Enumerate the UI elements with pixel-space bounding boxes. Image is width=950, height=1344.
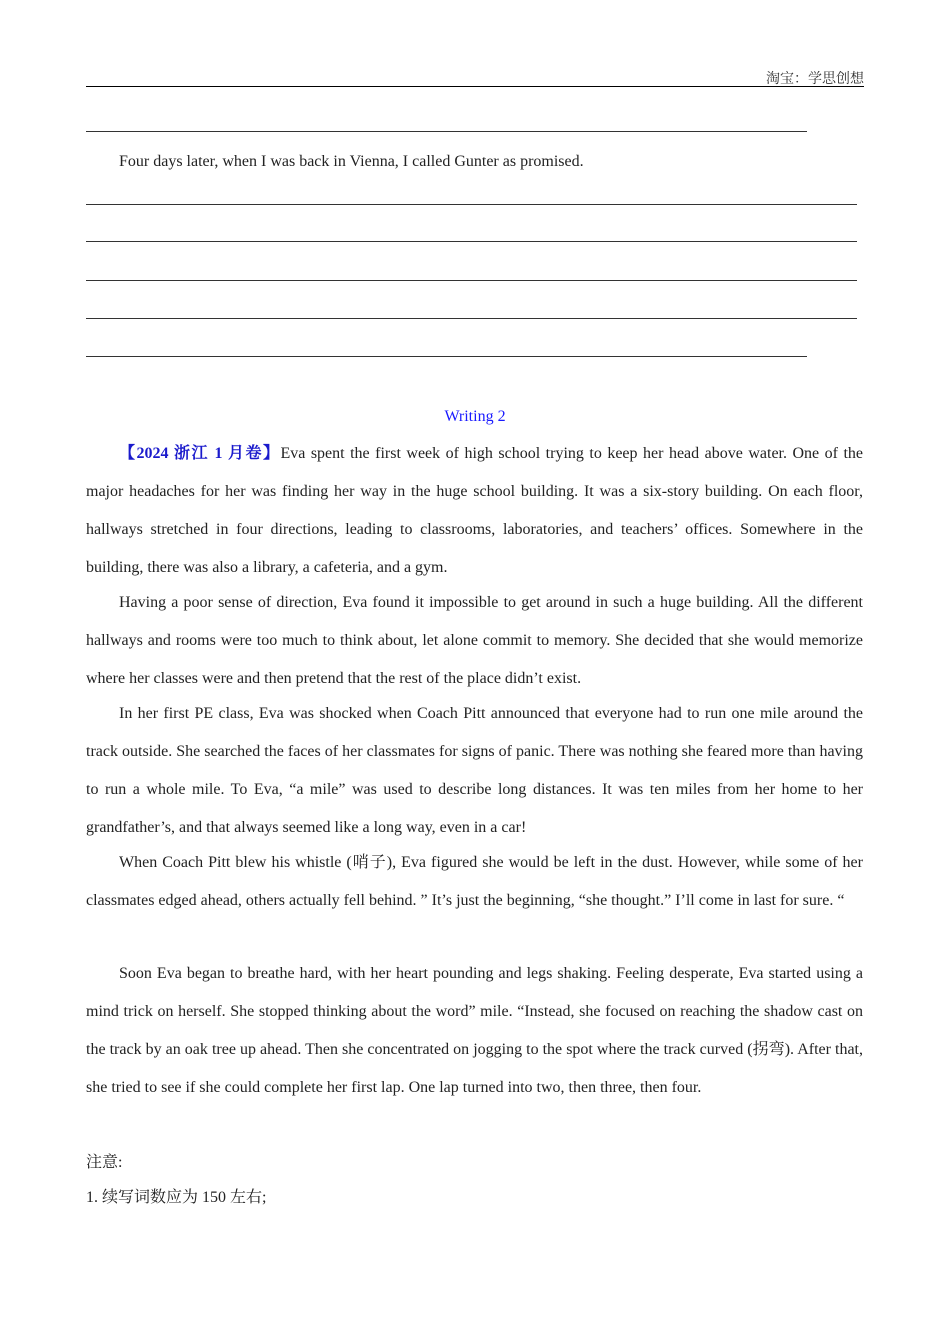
- note-item-1: 1. 续写词数应为 150 左右;: [86, 1189, 267, 1206]
- paragraph-text: Eva spent the first week of high school trying to keep her head above water. One of the major headaches for her was finding her way in the huge school building. It was a six-story building. On each floor, hallways stretched in four directions, leading to classrooms, laboratories, and teachers’ offices. Somewhere in the building, there was also a library, a cafeteria, and a gym.: [86, 445, 863, 576]
- answer-line: [86, 318, 857, 319]
- answer-line: [86, 241, 857, 242]
- answer-line: [86, 131, 807, 132]
- paragraph-5: Soon Eva began to breathe hard, with her heart pounding and legs shaking. Feeling desperate, Eva started using a mind trick on herself. She stopped thinking about the word” mile. “Instead, she focused on reaching the shadow cast on the track by an oak tree up ahead. Then she concentrated on jogging to the spot where the track curved (拐弯). After that, she tried to see if she could complete her first lap. One lap turned into two, then three, then four.: [86, 965, 863, 1096]
- answer-line: [86, 280, 857, 281]
- notes-label: 注意:: [86, 1154, 123, 1171]
- section-title: Writing 2: [444, 408, 506, 425]
- paragraph-2: Having a poor sense of direction, Eva found it impossible to get around in such a huge building. All the different hallways and rooms were too much to think about, let alone commit to memory. She decided that she would memorize where her classes were and then pretend that the rest of the place didn’t exist.: [86, 594, 863, 687]
- answer-line: [86, 356, 807, 357]
- paragraph-1: [86, 435, 863, 587]
- source-tag: 【2024 浙江 1 月卷】: [119, 445, 281, 462]
- continuation-prompt: Four days later, when I was back in Vienna, I called Gunter as promised.: [119, 153, 584, 170]
- answer-line: [86, 204, 857, 205]
- header-text: 淘宝：学思创想: [766, 72, 864, 87]
- paragraph-4: When Coach Pitt blew his whistle (哨子), Eva figured she would be left in the dust. However, while some of her classmates edged ahead, others actually fell behind. ” It’s just the beginning, “she thought.” I’ll come in last for sure. “: [86, 854, 863, 909]
- page-header: [86, 66, 864, 87]
- paragraph-3: In her first PE class, Eva was shocked when Coach Pitt announced that everyone had to run one mile around the track outside. She searched the faces of her classmates for signs of panic. There was nothing she feared more than having to run a whole mile. To Eva, “a mile” was used to describe long distances. It was ten miles from her home to her grandfather’s, and that always seemed like a long way, even in a car!: [86, 705, 863, 836]
